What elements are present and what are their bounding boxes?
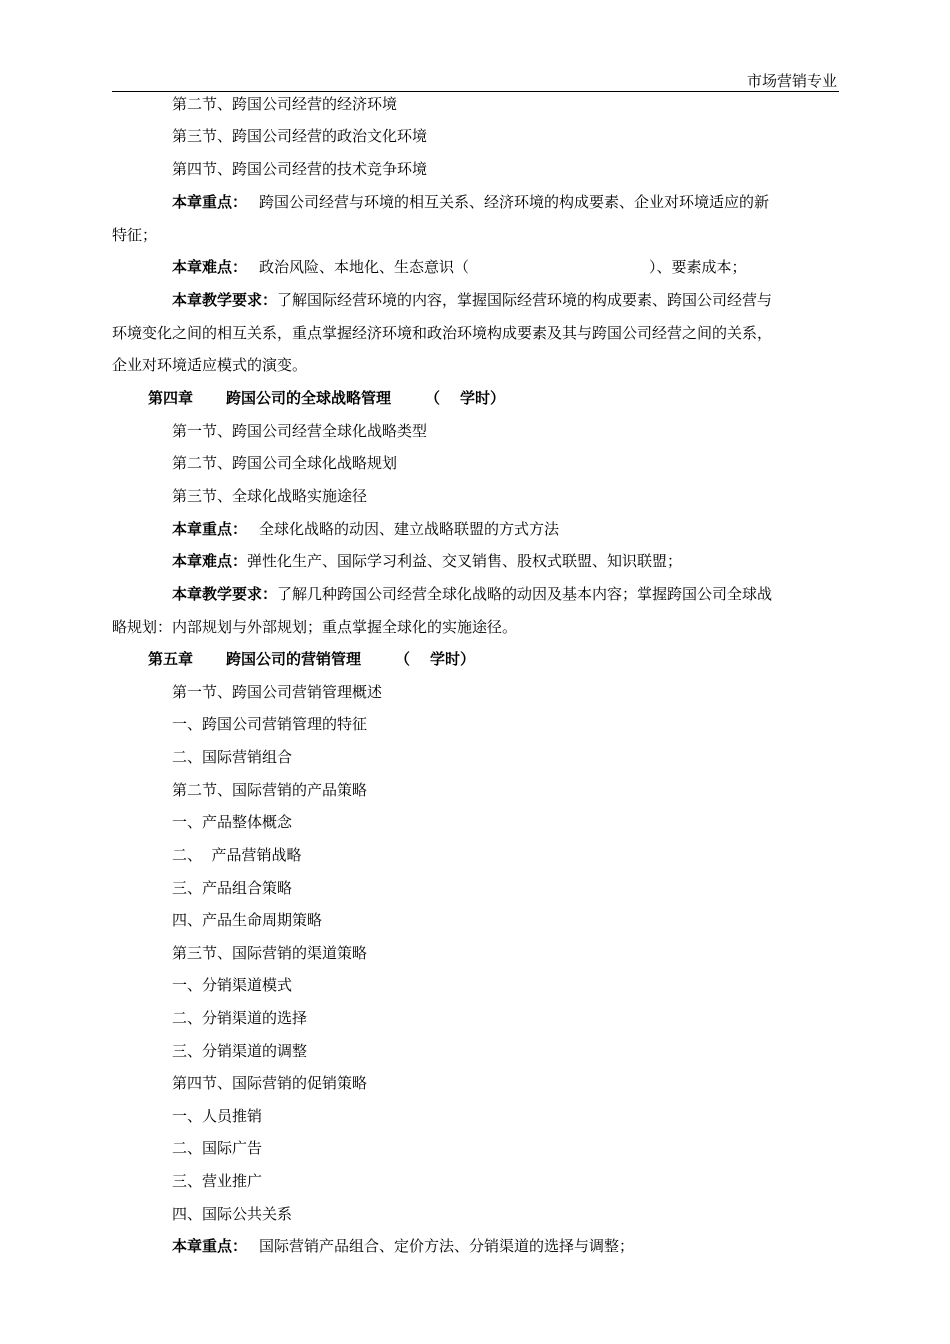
chapter-title: 跨国公司的全球战略管理 [226, 389, 392, 407]
section-line: 第三节、国际营销的渠道策略 [172, 944, 368, 962]
teaching-requirement-label: 本章教学要求： [172, 291, 278, 309]
section-line: 第三节、跨国公司经营的政治文化环境 [172, 127, 428, 145]
difficulty-paragraph [172, 551, 682, 571]
header-text: 市场营销专业 [746, 72, 837, 90]
key-points-label: 本章重点： [172, 520, 248, 538]
chapter-title: 跨国公司的营销管理 [226, 650, 362, 668]
teaching-requirement-paragraph [172, 290, 772, 310]
list-item: 二、 产品营销战略 [172, 846, 302, 864]
key-points-paragraph [172, 1236, 634, 1256]
teaching-requirement-label: 本章教学要求： [172, 585, 278, 603]
section-line: 第四节、跨国公司经营的技术竞争环境 [172, 160, 428, 178]
key-points-text: 跨国公司经营与环境的相互关系、经济环境的构成要素、企业对环境适应的新 [259, 193, 770, 211]
list-item: 四、国际公共关系 [172, 1205, 293, 1223]
key-points-paragraph [172, 519, 559, 539]
key-points-label: 本章重点： [172, 193, 248, 211]
list-item: 二、国际广告 [172, 1139, 263, 1157]
page-header [112, 66, 839, 92]
difficulty-paragraph [172, 257, 747, 277]
chapter-hours: 学时） [460, 389, 506, 407]
difficulty-label: 本章难点： [172, 258, 248, 276]
section-line: 第三节、全球化战略实施途径 [172, 487, 368, 505]
section-line: 第二节、跨国公司经营的经济环境 [172, 95, 398, 113]
teaching-requirement-text: 了解国际经营环境的内容，掌握国际经营环境的构成要素、跨国公司经营与 [277, 291, 773, 309]
section-line: 第二节、国际营销的产品策略 [172, 781, 368, 799]
section-line: 第一节、跨国公司经营全球化战略类型 [172, 422, 428, 440]
chapter-number: 第四章 [148, 389, 194, 407]
difficulty-text: 弹性化生产、国际学习利益、交叉销售、股权式联盟、知识联盟； [247, 552, 683, 570]
chapter-heading [148, 649, 475, 669]
list-item: 一、分销渠道模式 [172, 976, 293, 994]
difficulty-text-tail: ）、要素成本； [649, 258, 747, 276]
key-points-label: 本章重点： [172, 1237, 248, 1255]
paragraph-continuation: 特征； [112, 226, 158, 244]
section-line: 第一节、跨国公司营销管理概述 [172, 683, 383, 701]
list-item: 一、产品整体概念 [172, 813, 293, 831]
section-line: 第四节、国际营销的促销策略 [172, 1074, 368, 1092]
chapter-number: 第五章 [148, 650, 194, 668]
list-item: 一、人员推销 [172, 1107, 263, 1125]
key-points-text: 全球化战略的动因、建立战略联盟的方式方法 [259, 520, 560, 538]
list-item: 四、产品生命周期策略 [172, 911, 323, 929]
list-item: 三、分销渠道的调整 [172, 1042, 308, 1060]
chapter-paren-open: （ [395, 650, 411, 668]
list-item: 三、营业推广 [172, 1172, 263, 1190]
list-item: 二、分销渠道的选择 [172, 1009, 308, 1027]
difficulty-label: 本章难点： [172, 552, 248, 570]
paragraph-continuation: 略规划：内部规划与外部规划；重点掌握全球化的实施途径。 [112, 618, 518, 636]
teaching-requirement-text: 了解几种跨国公司经营全球化战略的动因及基本内容；掌握跨国公司全球战 [277, 585, 773, 603]
key-points-paragraph [172, 192, 769, 212]
chapter-heading [148, 388, 505, 408]
difficulty-text: 政治风险、本地化、生态意识（ [259, 258, 470, 276]
teaching-requirement-paragraph [172, 584, 772, 604]
list-item: 一、跨国公司营销管理的特征 [172, 715, 368, 733]
key-points-text: 国际营销产品组合、定价方法、分销渠道的选择与调整； [259, 1237, 635, 1255]
list-item: 三、产品组合策略 [172, 879, 293, 897]
list-item: 二、国际营销组合 [172, 748, 293, 766]
paragraph-continuation: 企业对环境适应模式的演变。 [112, 356, 308, 374]
paragraph-continuation: 环境变化之间的相互关系，重点掌握经济环境和政治环境构成要素及其与跨国公司经营之间的关系， [112, 324, 773, 342]
chapter-hours: 学时） [430, 650, 476, 668]
section-line: 第二节、跨国公司全球化战略规划 [172, 454, 398, 472]
chapter-paren-open: （ [425, 389, 441, 407]
